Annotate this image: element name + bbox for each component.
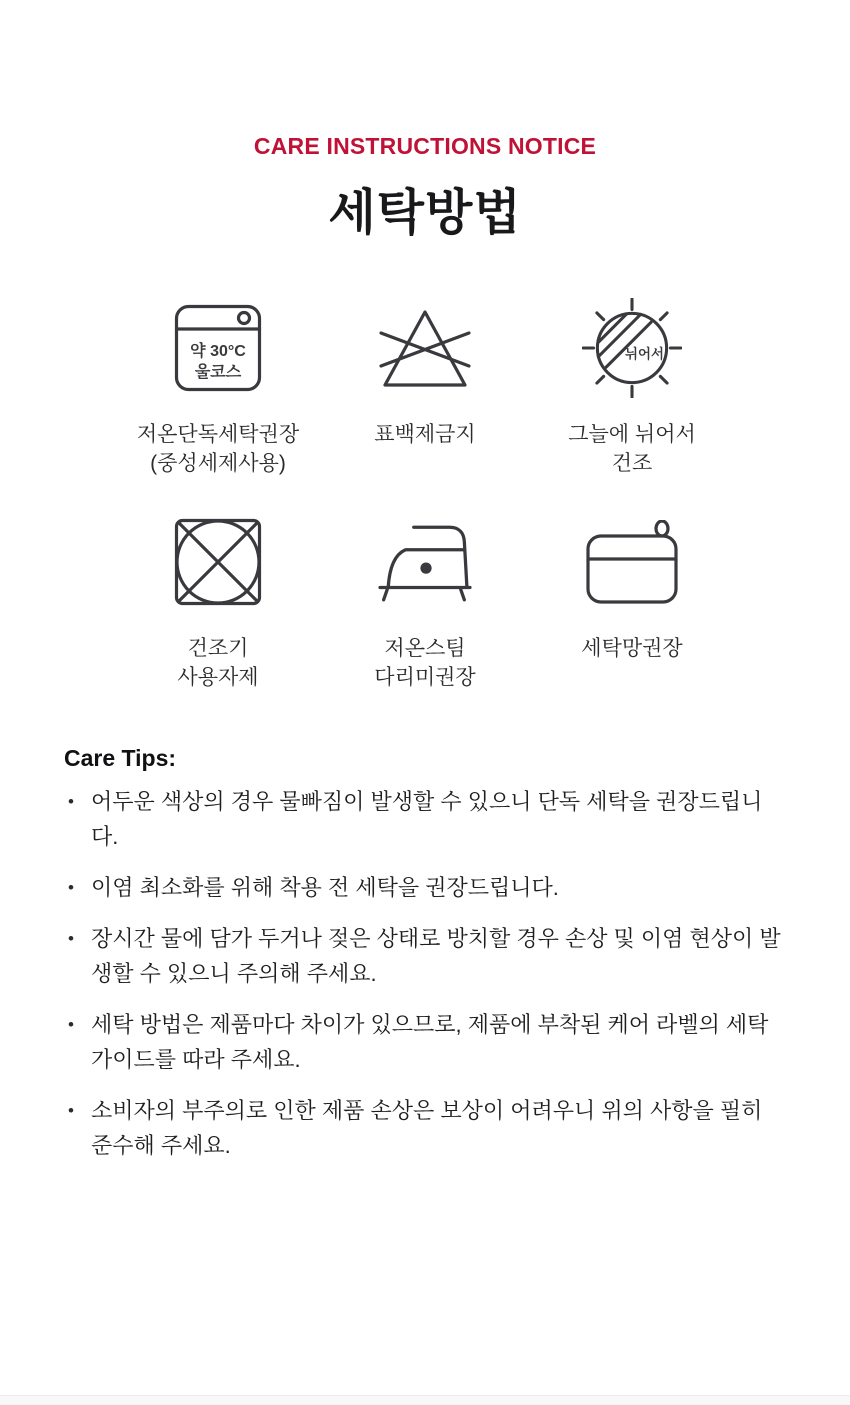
care-symbol-label: 그늘에 뉘어서 건조	[568, 423, 696, 475]
care-symbol-cell-wool-wash	[115, 300, 322, 478]
care-symbol-cell-iron	[322, 514, 529, 692]
do-not-tumble-dry-icon	[174, 518, 262, 606]
care-symbol-cell-laundry-net	[529, 514, 736, 692]
care-symbol-label: 세탁망권장	[581, 637, 683, 660]
care-tips-section	[64, 742, 786, 1163]
care-tip-item: • 소비자의 부주의로 인한 제품 손상은 보상이 어려우니 위의 사항을 필히 준수해 주세요.	[64, 1093, 786, 1163]
care-tip-item: • 어두운 색상의 경우 물빠짐이 발생할 수 있으니 단독 세탁을 권장드립니다.	[64, 784, 786, 854]
do-not-bleach-icon	[377, 306, 473, 390]
care-tip-item: • 장시간 물에 담가 두거나 젖은 상태로 방치할 경우 손상 및 이염 현상이 발생할 수 있으니 주의해 주세요.	[64, 921, 786, 991]
care-symbol-cell-no-bleach	[322, 300, 529, 478]
wash-temp-text: 약 30°C	[190, 343, 246, 360]
care-symbol-cell-no-tumble-dry	[115, 514, 322, 692]
low-temp-steam-iron-icon	[378, 522, 472, 602]
wash-course-text: 울코스	[194, 364, 242, 381]
care-symbol-cell-shade-dry	[529, 300, 736, 478]
care-tip-item: • 세탁 방법은 제품마다 차이가 있으므로, 제품에 부착된 케어 라벨의 세탁 가이드를 따라 주세요.	[64, 1007, 786, 1077]
laundry-net-icon	[586, 520, 678, 604]
care-tips-list	[64, 784, 786, 1163]
care-tip-item: • 이염 최소화를 위해 착용 전 세탁을 권장드립니다.	[64, 870, 786, 905]
care-symbol-grid	[0, 300, 850, 692]
page-title: 세탁방법	[328, 186, 522, 240]
care-symbol-label: 저온스팀 다리미권장	[374, 637, 476, 689]
care-symbol-label: 건조기 사용자제	[177, 637, 259, 689]
care-tips-heading: Care Tips:	[64, 745, 177, 771]
wool-wash-machine-icon	[174, 304, 262, 392]
care-symbol-label: 저온단독세탁권장 (중성세제사용)	[136, 423, 300, 475]
shade-dry-inner-text: 뉘어서	[625, 346, 664, 362]
dry-flat-in-shade-icon	[582, 298, 682, 398]
care-symbol-label: 표백제금지	[374, 423, 476, 446]
next-section-divider	[0, 1395, 850, 1405]
care-instructions-notice-heading: CARE INSTRUCTIONS NOTICE	[253, 133, 597, 159]
